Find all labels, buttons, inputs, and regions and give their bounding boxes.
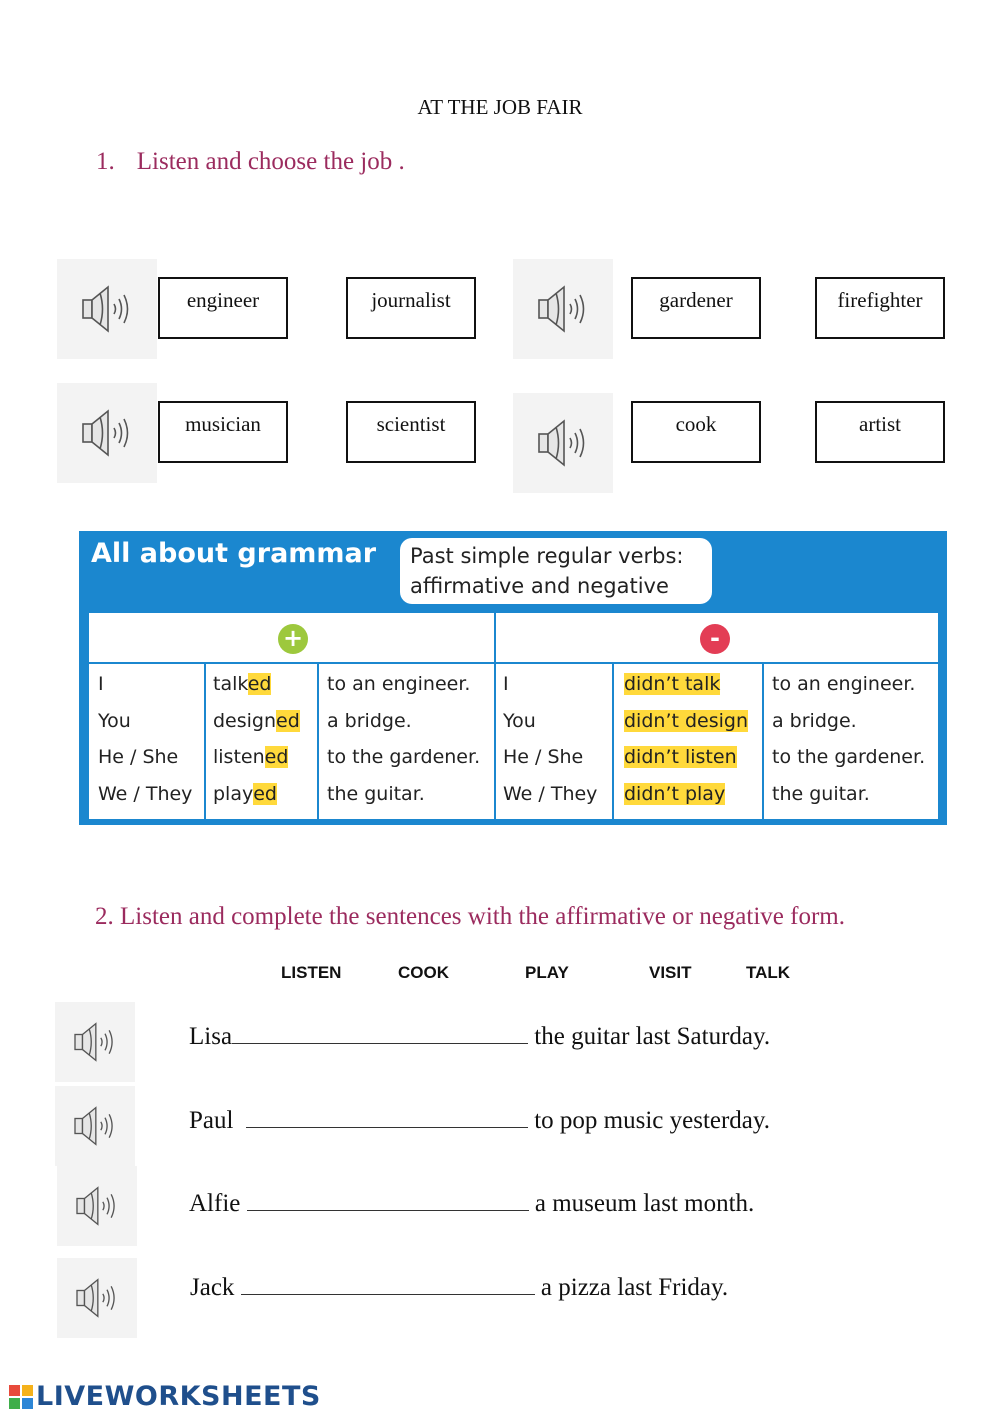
grammar-col-divider (762, 664, 764, 819)
aff-verb-stem: play (213, 782, 254, 805)
aff-subject: I (98, 673, 104, 695)
brand-logo (8, 1381, 321, 1412)
grammar-col-divider (204, 664, 206, 819)
page-title: AT THE JOB FAIR (417, 95, 583, 119)
answer-blank-4[interactable] (241, 1272, 535, 1295)
job-option-musician[interactable]: musician (158, 401, 288, 463)
aff-verb-suffix: ed (264, 746, 289, 768)
grammar-col-divider (494, 613, 496, 819)
question-1-number: 1. (96, 148, 115, 175)
grammar-header-divider (89, 662, 938, 664)
sentence-rest: a pizza last Friday. (540, 1274, 729, 1301)
neg-objects-column (772, 666, 925, 812)
speaker-icon (70, 1103, 120, 1149)
speaker-icon (533, 416, 593, 470)
answer-blank-2[interactable] (246, 1105, 528, 1128)
neg-verb: didn’t talk (624, 673, 721, 695)
sentence-rest: a museum last month. (534, 1190, 755, 1217)
sentence-subject: Alfie (189, 1190, 241, 1217)
audio-button-3[interactable] (57, 383, 157, 483)
job-option-scientist[interactable]: scientist (346, 401, 476, 463)
job-option-artist[interactable]: artist (815, 401, 945, 463)
aff-verb (213, 703, 300, 740)
audio-button-sentence-4[interactable] (57, 1258, 137, 1338)
job-option-firefighter[interactable]: firefighter (815, 277, 945, 339)
neg-object: the guitar. (772, 782, 870, 805)
audio-button-sentence-3[interactable] (57, 1166, 137, 1246)
aff-object: to an engineer. (327, 673, 471, 695)
speaker-icon (72, 1275, 122, 1321)
aff-verb (213, 776, 300, 813)
neg-object: a bridge. (772, 709, 857, 732)
job-option-engineer[interactable]: engineer (158, 277, 288, 339)
aff-object: the guitar. (327, 782, 425, 805)
job-option-cook[interactable]: cook (631, 401, 761, 463)
brand-name: LIVEWORKSHEETS (36, 1381, 321, 1412)
audio-button-sentence-2[interactable] (55, 1086, 135, 1166)
neg-verb: didn’t play (624, 782, 726, 805)
aff-verb-stem: talk (213, 673, 248, 695)
aff-subject: You (98, 709, 131, 732)
aff-subjects-column (98, 666, 192, 812)
speaker-icon (533, 282, 593, 336)
aff-subject: We / They (98, 782, 193, 805)
neg-verbs-column (624, 666, 748, 812)
neg-object: to the gardener. (772, 746, 926, 768)
aff-subject: He / She (98, 746, 179, 768)
job-option-journalist[interactable]: journalist (346, 277, 476, 339)
grammar-col-divider (612, 664, 614, 819)
aff-verb-suffix: ed (253, 782, 277, 805)
neg-subject: I (503, 673, 509, 695)
speaker-icon (77, 406, 137, 460)
grammar-table (89, 613, 938, 819)
answer-blank-3[interactable] (247, 1188, 529, 1211)
aff-object: to the gardener. (327, 746, 481, 768)
aff-verb (213, 666, 300, 703)
question-1-prompt (96, 148, 405, 176)
neg-subject: He / She (503, 746, 584, 768)
verb-bank-item: COOK (398, 963, 449, 982)
aff-verb-suffix: ed (247, 673, 272, 695)
aff-verbs-column (213, 666, 300, 812)
speaker-icon (77, 282, 137, 336)
grammar-subheading-line2: affirmative and negative (410, 574, 669, 598)
aff-objects-column (327, 666, 480, 812)
grammar-subheading (400, 538, 712, 604)
sentence-rest: to pop music yesterday. (534, 1107, 771, 1134)
brand-mark-icon (8, 1384, 34, 1410)
neg-verb: didn’t design (624, 709, 749, 732)
sentence-subject: Lisa (189, 1023, 233, 1050)
neg-subject: You (503, 709, 536, 732)
grammar-heading: All about grammar (91, 538, 377, 569)
neg-subject: We / They (503, 782, 598, 805)
aff-verb (213, 739, 300, 776)
sentence-rest: the guitar last Saturday. (534, 1023, 771, 1050)
minus-icon: - (700, 624, 730, 654)
grammar-col-divider (317, 664, 319, 819)
verb-bank-item: LISTEN (281, 963, 342, 982)
neg-object: to an engineer. (772, 673, 916, 695)
answer-blank-1[interactable] (232, 1021, 528, 1044)
audio-button-2[interactable] (513, 259, 613, 359)
aff-verb-stem: listen (213, 746, 265, 768)
speaker-icon (70, 1019, 120, 1065)
sentence-1 (189, 1021, 770, 1051)
grammar-subheading-line1: Past simple regular verbs: (410, 544, 684, 568)
aff-object: a bridge. (327, 709, 412, 732)
aff-verb-suffix: ed (276, 709, 300, 732)
sentence-subject: Paul (189, 1107, 234, 1134)
audio-button-4[interactable] (513, 393, 613, 493)
sentence-3 (189, 1188, 754, 1218)
sentence-4 (190, 1272, 728, 1302)
verb-bank-item: VISIT (649, 963, 692, 982)
job-option-gardener[interactable]: gardener (631, 277, 761, 339)
aff-verb-stem: design (213, 709, 277, 732)
speaker-icon (72, 1183, 122, 1229)
question-1-text: Listen and choose the job . (136, 148, 405, 175)
neg-subjects-column (503, 666, 597, 812)
sentence-2 (189, 1105, 770, 1135)
audio-button-sentence-1[interactable] (55, 1002, 135, 1082)
plus-icon: + (278, 624, 308, 654)
audio-button-1[interactable] (57, 259, 157, 359)
neg-verb: didn’t listen (624, 746, 737, 768)
verb-bank-item: PLAY (525, 963, 569, 982)
sentence-subject: Jack (190, 1274, 235, 1301)
question-2-prompt: 2. Listen and complete the sentences with the affirmative or negative form. (95, 903, 845, 930)
verb-bank-item: TALK (746, 963, 791, 982)
